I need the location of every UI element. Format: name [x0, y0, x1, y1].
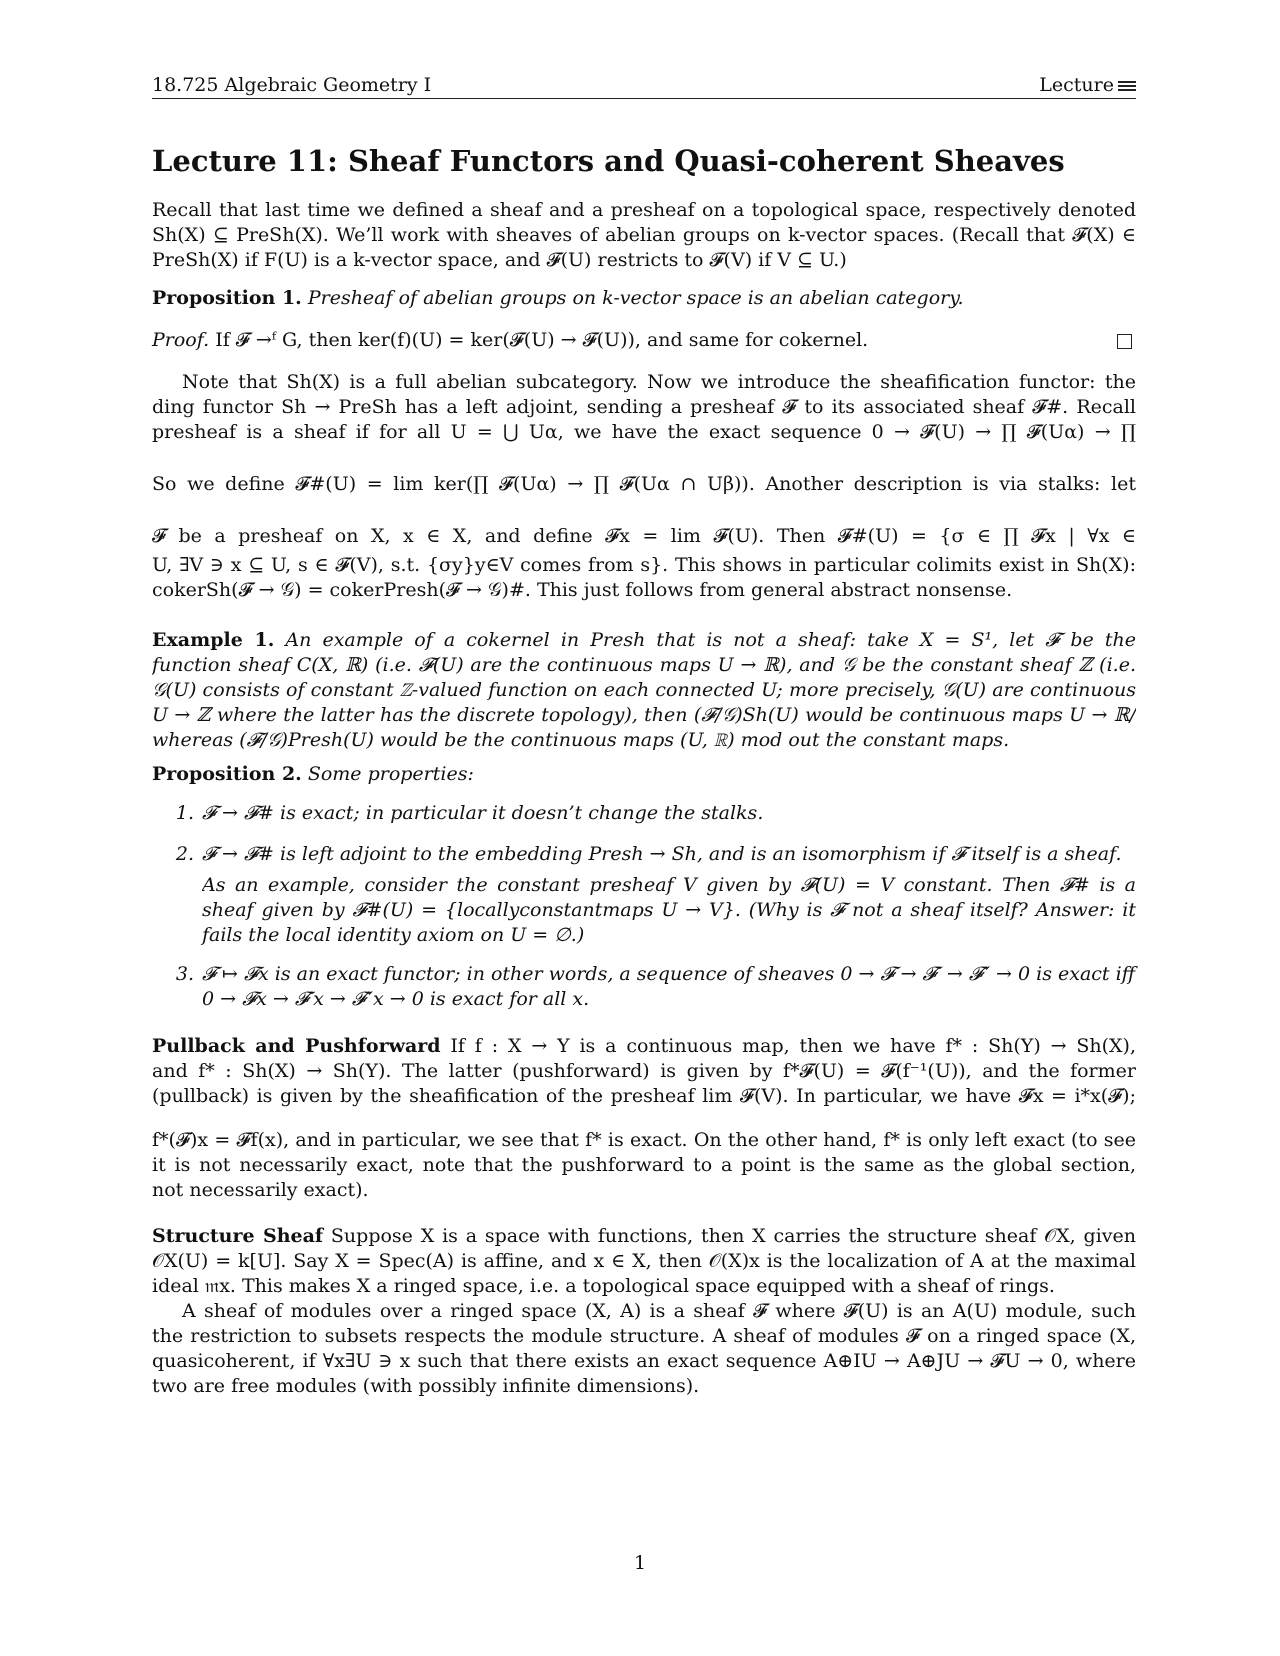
lecture-number-mark-icon: [1118, 81, 1136, 91]
section-text-line: quasicoherent, if ∀x∃U ∋ x such that there exists an exact sequence A⊕IU → A⊕JU → 𝓕U → 0, where: [152, 1350, 1136, 1372]
list-item-continuation: As an example, consider the constant presheaf V given by 𝓕(U) = V constant. Then 𝓕# is a sheaf given by 𝓕#(U) = {locallyconstantmaps U → V}. (Why is 𝓕 not a sheaf itself? Answer: it fails the local identity axiom on U = ∅.): [202, 874, 1136, 946]
section-text-line: the restriction to subsets respects the module structure. A sheaf of modules 𝓕 on a ringed space (X,: [152, 1325, 1136, 1347]
section-text-line: (pullback) is given by the sheafification of the presheaf lim 𝓕(V). In particular, we have 𝓕x = i*x(𝓕);: [152, 1085, 1136, 1107]
section-text-line: f*(𝓕)x = 𝓕f(x), and in particular, we see that f* is exact. On the other hand, f* is only left exact (to see: [152, 1129, 1136, 1151]
text-line: 𝓕 be a presheaf on X, x ∈ X, and define 𝓕x = lim 𝓕(U). Then 𝓕#(U) = {σ ∈ ∏ 𝓕x | ∀x ∈: [152, 525, 1136, 547]
proposition-1: [152, 286, 1136, 311]
note-paragraph: [152, 370, 1136, 603]
proof: [152, 328, 1136, 353]
qed-box-icon: [1117, 334, 1132, 349]
example-text-line: whereas (𝓕/𝒢)Presh(U) would be the continuous maps (U, ℝ) mod out the constant maps.: [152, 729, 1010, 751]
text-line: cokerSh(𝓕 → 𝒢) = cokerPresh(𝓕 → 𝒢)#. This just follows from general abstract nonsense.: [152, 579, 1013, 601]
section-text-line: two are free modules (with possibly infinite dimensions).: [152, 1375, 700, 1397]
example-label: Example 1.: [152, 629, 275, 651]
example-1: [152, 628, 1136, 753]
list-item: 3. 𝓕 ↦ 𝓕x is an exact functor; in other words, a sequence of sheaves 0 → 𝓕 → 𝓕′ → 𝓕″ → 0 is exact iff: [175, 963, 1136, 985]
page-title: Lecture 11: Sheaf Functors and Quasi-coherent Sheaves: [152, 144, 1065, 178]
proposition-text: Some properties:: [307, 763, 474, 785]
section-text-line: Suppose X is a space with functions, then X carries the structure sheaf 𝒪X, given: [330, 1225, 1136, 1247]
section-text-line: 𝒪X(U) = k[U]. Say X = Spec(A) is affine, and x ∈ X, then 𝒪(X)x is the localization of A at the maximal: [152, 1250, 1136, 1272]
running-header: [152, 72, 1136, 99]
section-text-line: it is not necessarily exact, note that the pushforward to a point is the same as the global section,: [152, 1154, 1136, 1176]
course-title: 18.725 Algebraic Geometry I: [152, 74, 432, 96]
text-line: U, ∃V ∋ x ⊆ U, s ∈ 𝓕(V), s.t. {σy}y∈V comes from s}. This shows in particular colimits exist in Sh(X):: [152, 554, 1136, 576]
pullback-pushforward-section: [152, 1034, 1136, 1203]
proposition-2: [152, 762, 1136, 1012]
section-label: Pullback and Pushforward: [152, 1035, 441, 1057]
lecture-label-group: [1039, 74, 1136, 96]
text-line: Recall that last time we defined a sheaf and a presheaf on a topological space, respectively denoted: [152, 199, 1136, 221]
section-text-line: If f : X → Y is a continuous map, then we have f* : Sh(Y) → Sh(X),: [450, 1035, 1136, 1057]
example-text-line: An example of a cokernel in Presh that is not a sheaf: take X = S¹, let 𝓕 be the: [285, 629, 1136, 651]
proof-label: Proof.: [152, 329, 210, 351]
section-text-line: not necessarily exact).: [152, 1179, 369, 1201]
page-number: 1: [633, 1552, 647, 1574]
text-line: PreSh(X) if F(U) is a k-vector space, and 𝓕(U) restricts to 𝓕(V) if V ⊆ U.): [152, 249, 847, 271]
proposition-label: Proposition 1.: [152, 287, 302, 309]
example-text-line: U → ℤ where the latter has the discrete topology), then (𝓕/𝒢)Sh(U) would be continuous maps U → ℝ/: [152, 704, 1136, 726]
intro-paragraph: [152, 198, 1136, 273]
proposition-label: Proposition 2.: [152, 763, 302, 785]
lecture-label: Lecture: [1039, 74, 1114, 96]
section-text-line: A sheaf of modules over a ringed space (X, A) is a sheaf 𝓕 where 𝓕(U) is an A(U) module, such: [182, 1300, 1136, 1322]
text-line: ding functor Sh → PreSh has a left adjoint, sending a presheaf 𝓕 to its associated sheaf 𝓕#. Recall: [152, 396, 1136, 418]
text-line: Sh(X) ⊆ PreSh(X). We’ll work with sheaves of abelian groups on k-vector spaces. (Recall that 𝓕(X) ∈: [152, 224, 1136, 246]
section-label: Structure Sheaf: [152, 1225, 324, 1247]
list-item: 1. 𝓕 → 𝓕# is exact; in particular it doesn’t change the stalks.: [175, 802, 764, 824]
section-text-line: and f* : Sh(X) → Sh(Y). The latter (pushforward) is given by f*𝓕(U) = 𝓕(f⁻¹(U)), and the former: [152, 1060, 1136, 1082]
list-item: 2. 𝓕 → 𝓕# is left adjoint to the embedding Presh → Sh, and is an isomorphism if 𝓕 itself is a sheaf.: [175, 843, 1122, 865]
proposition-text: Presheaf of abelian groups on k-vector space is an abelian category.: [307, 287, 964, 309]
list-item-continuation: 0 → 𝓕x → 𝓕′x → 𝓕″x → 0 is exact for all x.: [202, 988, 590, 1010]
structure-sheaf-section: [152, 1224, 1136, 1399]
text-line: Note that Sh(X) is a full abelian subcategory. Now we introduce the sheafification functor: the: [182, 371, 1136, 393]
example-text-line: function sheaf C(X, ℝ) (i.e. 𝓕(U) are the continuous maps U → ℝ), and 𝒢 be the constant sheaf ℤ (i.e.: [152, 654, 1136, 676]
text-line: So we define 𝓕#(U) = lim ker(∏ 𝓕(Uα) → ∏ 𝓕(Uα ∩ Uβ)). Another description is via stalks: let: [152, 473, 1136, 495]
example-text-line: 𝒢(U) consists of constant ℤ-valued function on each connected U; more precisely, 𝒢(U) are continuous: [152, 679, 1136, 701]
proof-text: If 𝓕 →ᶠ G, then ker(f)(U) = ker(𝓕(U) → 𝓕(U)), and same for cokernel.: [215, 329, 869, 351]
section-text-line: ideal 𝔪x. This makes X a ringed space, i.e. a topological space equipped with a sheaf of rings.: [152, 1275, 1055, 1297]
text-line: presheaf is a sheaf if for all U = ⋃ Uα, we have the exact sequence 0 → 𝓕(U) → ∏ 𝓕(Uα) → ∏: [152, 421, 1136, 443]
